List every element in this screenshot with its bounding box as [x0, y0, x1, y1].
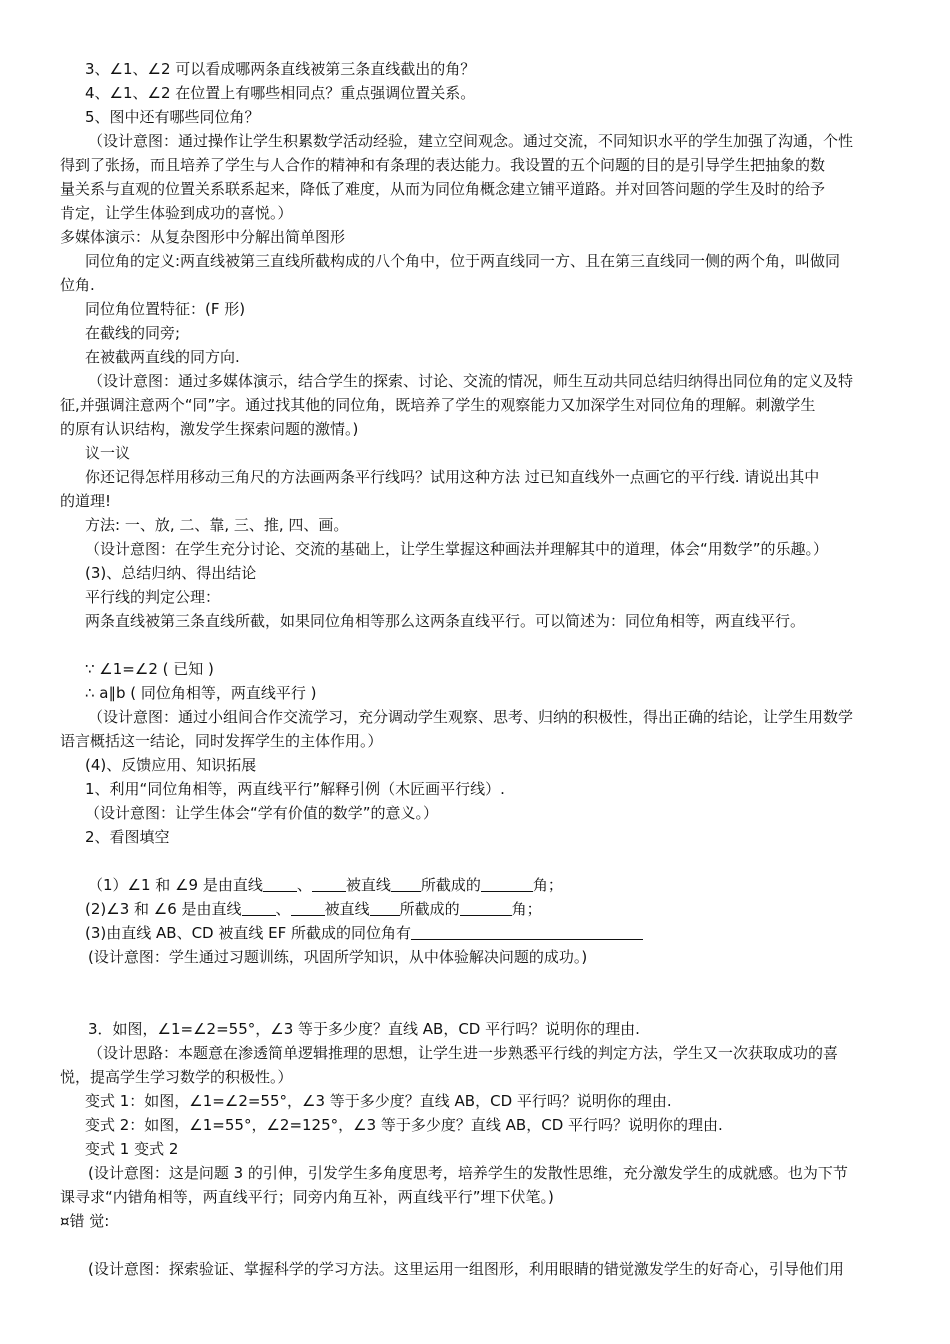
method-steps: 方法: 一、放, 二、靠, 三、推, 四、画。 — [85, 516, 349, 534]
blank[interactable] — [291, 900, 325, 916]
design-intent-1-line-2: 得到了张扬，而且培养了学生与人合作的精神和有条理的表达能力。我设置的五个问题的目的是引导学生把抽象的数 — [60, 156, 826, 174]
design-intent-1-line-4: 肯定，让学生体验到成功的喜悦。） — [60, 204, 293, 222]
exercise-2-heading: 2、看图填空 — [85, 828, 170, 846]
design-intent-6: (设计意图：学生通过习题训练，巩固所学知识，从中体验解决问题的成功。) — [88, 948, 588, 966]
blank[interactable] — [312, 876, 346, 892]
design-intent-2-line-2: 征,并强调注意两个“同”字。通过找其他的同位角，既培养了学生的观察能力又加深学生对同位角的理解。刺激学生 — [60, 396, 816, 414]
variant-labels: 变式 1 变式 2 — [85, 1140, 179, 1158]
axiom-heading: 平行线的判定公理： — [85, 588, 221, 606]
blank[interactable] — [242, 900, 276, 916]
design-intent-3: （设计意图：在学生充分讨论、交流的基础上，让学生掌握这种画法并理解其中的道理，体会“用数学”的乐趣。） — [85, 540, 829, 558]
blank[interactable] — [263, 876, 297, 892]
fill-blank-1: （1）∠1 和 ∠9 是由直线 、 被直线 所截成的 角； — [88, 876, 563, 894]
discuss-line-1: 你还记得怎样用移动三角尺的方法画两条平行线吗？试用这种方法 过已知直线外一点画它的平行线. 请说出其中 — [85, 468, 820, 486]
question-5: 5、图中还有哪些同位角？ — [85, 108, 260, 126]
blank[interactable] — [391, 876, 421, 892]
design-intent-8: (设计意图：探索验证、掌握科学的学习方法。这里运用一组图形，利用眼睛的错觉激发学生的好奇心，引导他们用 — [88, 1260, 844, 1278]
blank[interactable] — [481, 876, 533, 892]
multimedia-demo: 多媒体演示：从复杂图形中分解出简单图形 — [60, 228, 346, 246]
design-thinking-line-2: 悦，提高学生学习数学的积极性。） — [60, 1068, 293, 1086]
question-4: 4、∠1、∠2 在位置上有哪些相同点？重点强调位置关系。 — [85, 84, 476, 102]
design-intent-5: （设计意图：让学生体会“学有价值的数学”的意义。） — [85, 804, 439, 822]
design-intent-7-line-1: (设计意图：这是问题 3 的引伸，引发学生多角度思考，培养学生的发散性思维，充分激发学生的成就感。也为下节 — [88, 1164, 848, 1182]
discuss-heading: 议一议 — [85, 444, 131, 462]
section-4-heading: (4)、反馈应用、知识拓展 — [85, 756, 257, 774]
therefore-line: ∴ a∥b ( 同位角相等，两直线平行 ) — [85, 684, 317, 702]
definition-line-2: 位角. — [60, 276, 95, 294]
fill-blank-3: (3)由直线 AB、CD 被直线 EF 所截成的同位角有 — [85, 921, 643, 945]
blank[interactable] — [370, 900, 400, 916]
exercise-1: 1、利用“同位角相等，两直线平行”解释引例（木匠画平行线）. — [85, 780, 505, 798]
design-intent-2-line-3: 的原有认识结构，激发学生探索问题的激情。) — [60, 420, 359, 438]
blank[interactable] — [411, 924, 643, 940]
fill-blank-2: (2)∠3 和 ∠6 是由直线 、 被直线 所截成的 角； — [85, 900, 542, 918]
design-intent-2-line-1: （设计意图：通过多媒体演示，结合学生的探索、讨论、交流的情况，师生互动共同总结归纳得出同位角的定义及特 — [88, 372, 854, 390]
variant-1: 变式 1：如图，∠1=∠2=55°，∠3 等于多少度？直线 AB，CD 平行吗？说明你的理由. — [85, 1092, 672, 1110]
feature-1: 在截线的同旁; — [85, 324, 181, 342]
design-thinking-line-1: （设计思路：本题意在渗透简单逻辑推理的思想，让学生进一步熟悉平行线的判定方法，学生又一次获取成功的喜 — [88, 1044, 839, 1062]
problem-3: 3．如图，∠1=∠2=55°，∠3 等于多少度？直线 AB，CD 平行吗？说明你的理由. — [88, 1020, 640, 1038]
section-3-heading: (3)、总结归纳、得出结论 — [85, 564, 257, 582]
definition-line-1: 同位角的定义:两直线被第三直线所截构成的八个角中，位于两直线同一方、且在第三直线同一侧的两个角，叫做同 — [85, 252, 841, 270]
blank[interactable] — [460, 900, 512, 916]
design-intent-4-line-2: 语言概括这一结论，同时发挥学生的主体作用。） — [60, 732, 383, 750]
position-feature: 同位角位置特征：(F 形) — [85, 300, 246, 318]
feature-2: 在被截两直线的同方向. — [85, 348, 240, 366]
design-intent-1-line-1: （设计意图：通过操作让学生积累数学活动经验，建立空间观念。通过交流，不同知识水平的学生加强了沟通，个性 — [88, 132, 854, 150]
question-3: 3、∠1、∠2 可以看成哪两条直线被第三条直线截出的角？ — [85, 60, 476, 78]
because-line: ∵ ∠1=∠2 ( 已知 ) — [85, 660, 214, 678]
variant-2: 变式 2：如图，∠1=55°，∠2=125°，∠3 等于多少度？直线 AB，CD 平行吗？说明你的理由. — [85, 1116, 723, 1134]
design-intent-7-line-2: 课寻求“内错角相等，两直线平行；同旁内角互补，两直线平行”埋下伏笔。) — [60, 1188, 554, 1206]
design-intent-4-line-1: （设计意图：通过小组间合作交流学习，充分调动学生观察、思考、归纳的积极性，得出正确的结论，让学生用数学 — [88, 708, 854, 726]
discuss-line-2: 的道理! — [60, 492, 112, 510]
illusion-heading: ¤错 觉: — [60, 1212, 110, 1230]
axiom-statement: 两条直线被第三条直线所截，如果同位角相等那么这两条直线平行。可以简述为：同位角相等，两直线平行。 — [85, 612, 806, 630]
design-intent-1-line-3: 量关系与直观的位置关系联系起来，降低了难度，从而为同位角概念建立铺平道路。并对回答问题的学生及时的给予 — [60, 180, 826, 198]
